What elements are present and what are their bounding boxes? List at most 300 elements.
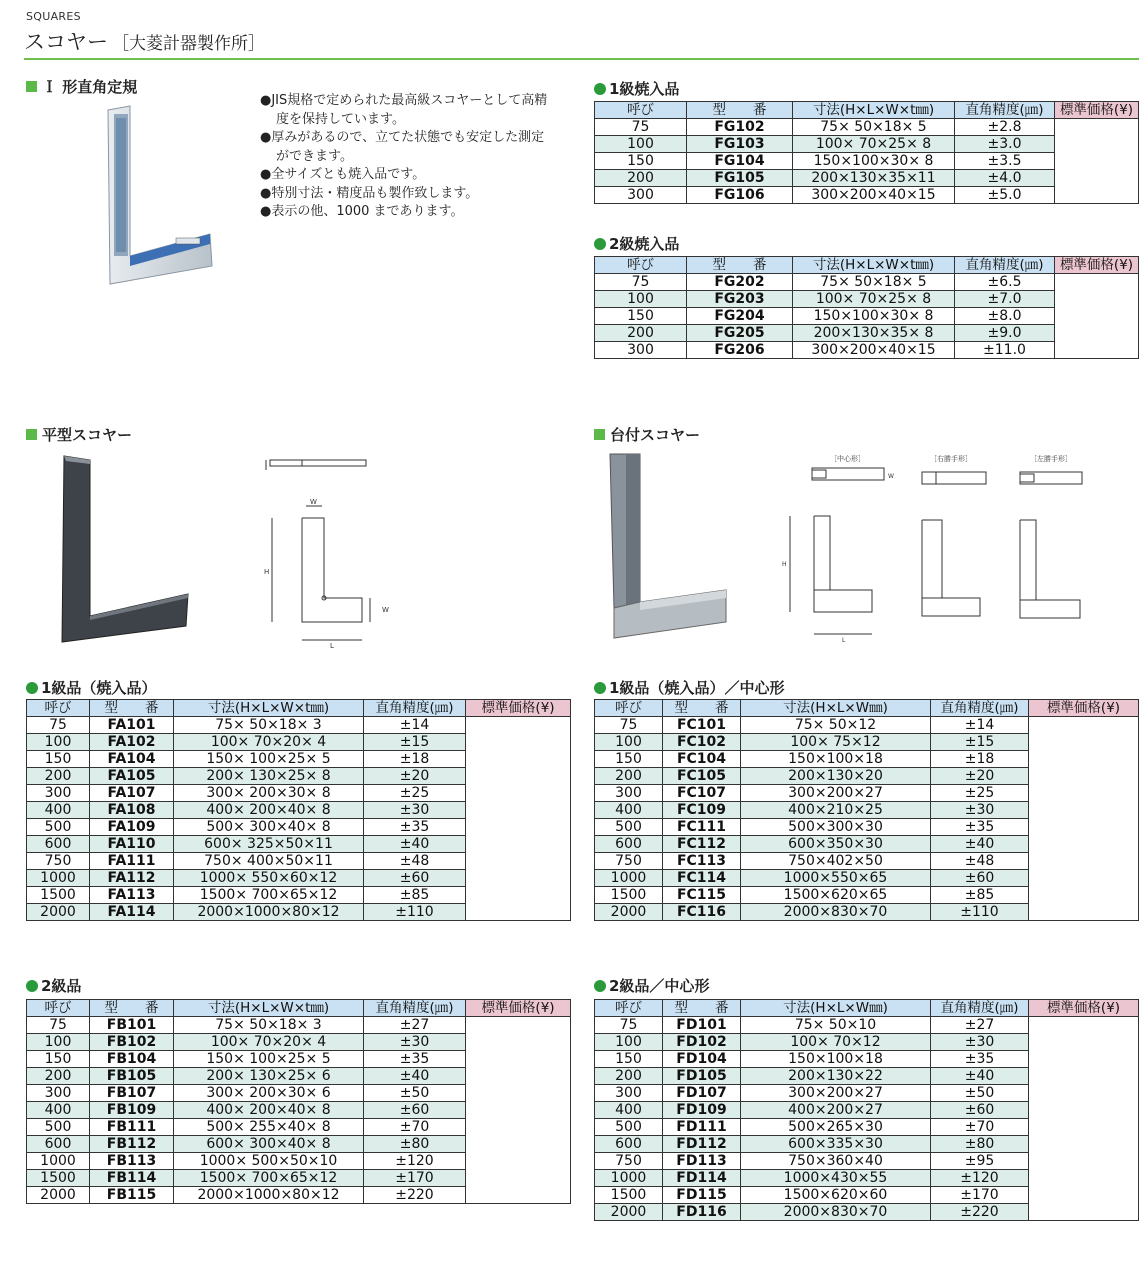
price-cell — [1055, 119, 1139, 136]
nominal-size-cell: 300 — [27, 1085, 90, 1102]
dimension-cell: 100× 70×20× 4 — [174, 734, 364, 751]
table-row — [27, 785, 571, 802]
table-row — [595, 904, 1139, 921]
nominal-size-cell: 600 — [595, 836, 663, 853]
price-cell — [466, 734, 571, 751]
nominal-size-cell: 100 — [595, 1034, 663, 1051]
table-row — [595, 1017, 1139, 1034]
model-number-cell: FG206 — [687, 342, 793, 359]
nominal-size-cell: 200 — [27, 1068, 90, 1085]
dimension-cell: 300× 200×30× 6 — [174, 1085, 364, 1102]
price-cell — [1029, 1187, 1139, 1204]
price-cell — [466, 1119, 571, 1136]
model-number-cell: FD112 — [663, 1136, 741, 1153]
column-header: 型 番 — [90, 1000, 174, 1017]
table-row — [27, 836, 571, 853]
squareness-cell: ±60 — [364, 1102, 466, 1119]
table-row — [595, 308, 1139, 325]
model-number-cell: FD102 — [663, 1034, 741, 1051]
model-number-cell: FA101 — [90, 717, 174, 734]
model-number-cell: FD115 — [663, 1187, 741, 1204]
column-header: 呼び — [595, 700, 663, 717]
column-header: 標準価格(¥) — [1055, 257, 1139, 274]
squareness-cell: ±25 — [364, 785, 466, 802]
column-header: 呼び — [595, 1000, 663, 1017]
model-number-cell: FC112 — [663, 836, 741, 853]
squareness-cell: ±50 — [364, 1085, 466, 1102]
model-number-cell: FC109 — [663, 802, 741, 819]
model-number-cell: FC114 — [663, 870, 741, 887]
price-cell — [1029, 853, 1139, 870]
price-cell — [466, 904, 571, 921]
fd-title-text: 2級品／中心形 — [609, 977, 710, 995]
model-number-cell: FB113 — [90, 1153, 174, 1170]
model-number-cell: FA107 — [90, 785, 174, 802]
model-number-cell: FG105 — [687, 170, 793, 187]
price-cell — [466, 1187, 571, 1204]
table-row — [595, 1170, 1139, 1187]
model-number-cell: FD116 — [663, 1204, 741, 1221]
price-cell — [466, 802, 571, 819]
dimension-cell: 750×402×50 — [741, 853, 931, 870]
table-row — [595, 1119, 1139, 1136]
table-row — [595, 274, 1139, 291]
model-number-cell: FB105 — [90, 1068, 174, 1085]
nominal-size-cell: 1000 — [595, 870, 663, 887]
nominal-size-cell: 500 — [595, 1119, 663, 1136]
price-cell — [1029, 1170, 1139, 1187]
price-cell — [1029, 1119, 1139, 1136]
dimension-cell: 150×100×18 — [741, 1051, 931, 1068]
price-cell — [466, 1153, 571, 1170]
nominal-size-cell: 75 — [595, 274, 687, 291]
column-header: 型 番 — [90, 700, 174, 717]
nominal-size-cell: 1000 — [27, 1153, 90, 1170]
fa-table-title — [26, 677, 156, 698]
table-row — [27, 717, 571, 734]
price-cell — [1029, 1068, 1139, 1085]
table-row — [595, 734, 1139, 751]
nominal-size-cell: 600 — [27, 1136, 90, 1153]
price-cell — [1029, 836, 1139, 853]
price-cell — [1029, 734, 1139, 751]
model-number-cell: FB101 — [90, 1017, 174, 1034]
price-cell — [1055, 291, 1139, 308]
squareness-cell: ±35 — [931, 819, 1029, 836]
flat-square-heading — [26, 424, 132, 445]
feature-item: ●表示の他、1000 まであります。 — [260, 204, 464, 219]
nominal-size-cell: 400 — [27, 802, 90, 819]
squareness-cell: ±30 — [364, 1034, 466, 1051]
model-number-cell: FC101 — [663, 717, 741, 734]
price-cell — [466, 1102, 571, 1119]
column-header: 型 番 — [687, 257, 793, 274]
column-header: 標準価格(¥) — [466, 1000, 571, 1017]
dimension-cell: 1000×430×55 — [741, 1170, 931, 1187]
dimension-cell: 75× 50×10 — [741, 1017, 931, 1034]
column-header: 寸法(H×L×W×t㎜) — [174, 700, 364, 717]
table-row — [27, 870, 571, 887]
table-row — [595, 717, 1139, 734]
dimension-cell: 200× 130×25× 6 — [174, 1068, 364, 1085]
squareness-cell: ±48 — [931, 853, 1029, 870]
model-number-cell: FD111 — [663, 1119, 741, 1136]
price-cell — [1029, 1034, 1139, 1051]
page-eyebrow: SQUARES — [26, 10, 81, 23]
model-number-cell: FD104 — [663, 1051, 741, 1068]
bullet-dot-icon — [26, 682, 38, 694]
table-row — [595, 853, 1139, 870]
left-hand-type-label: ［左勝手形］ — [1030, 455, 1072, 463]
base-square-heading — [594, 424, 700, 445]
squareness-cell: ±14 — [364, 717, 466, 734]
table-row — [595, 802, 1139, 819]
nominal-size-cell: 750 — [595, 1153, 663, 1170]
feature-item: ●JIS規格で定められた最高級スコヤーとして高精度を保持しています。 — [260, 93, 548, 127]
model-number-cell: FB111 — [90, 1119, 174, 1136]
price-cell — [1055, 136, 1139, 153]
dimension-cell: 1000× 550×60×12 — [174, 870, 364, 887]
price-cell — [466, 768, 571, 785]
dimension-cell: 1500× 700×65×12 — [174, 887, 364, 904]
section-square-icon — [594, 429, 605, 440]
model-number-cell: FG203 — [687, 291, 793, 308]
squareness-cell: ±40 — [931, 836, 1029, 853]
squareness-cell: ±27 — [364, 1017, 466, 1034]
table-row — [595, 325, 1139, 342]
squareness-cell: ±6.5 — [955, 274, 1055, 291]
squareness-cell: ±8.0 — [955, 308, 1055, 325]
price-cell — [1029, 1153, 1139, 1170]
i-type-features — [260, 92, 552, 222]
nominal-size-cell: 1500 — [595, 887, 663, 904]
drawing-dim-w: W — [888, 473, 894, 480]
dimension-cell: 400× 200×40× 8 — [174, 1102, 364, 1119]
model-number-cell: FB109 — [90, 1102, 174, 1119]
nominal-size-cell: 500 — [595, 819, 663, 836]
bullet-dot-icon — [594, 682, 606, 694]
dimension-cell: 100× 70×25× 8 — [793, 291, 955, 308]
model-number-cell: FB104 — [90, 1051, 174, 1068]
model-number-cell: FG205 — [687, 325, 793, 342]
table-row — [595, 291, 1139, 308]
nominal-size-cell: 200 — [595, 1068, 663, 1085]
squareness-cell: ±18 — [364, 751, 466, 768]
table-row — [27, 768, 571, 785]
nominal-size-cell: 1500 — [27, 1170, 90, 1187]
nominal-size-cell: 100 — [595, 136, 687, 153]
price-cell — [1029, 802, 1139, 819]
dimension-cell: 2000×1000×80×12 — [174, 904, 364, 921]
flat-square-photo — [60, 452, 190, 646]
table-row — [595, 1068, 1139, 1085]
table-row — [595, 1136, 1139, 1153]
fg2-title-text: 2級焼入品 — [609, 235, 680, 253]
column-header: 呼び — [27, 1000, 90, 1017]
column-header: 寸法(H×L×W×t㎜) — [793, 102, 955, 119]
drawing-dim-l: L — [842, 637, 846, 644]
price-cell — [466, 1068, 571, 1085]
table-row — [595, 153, 1139, 170]
table-row — [27, 1085, 571, 1102]
dimension-cell: 600× 300×40× 8 — [174, 1136, 364, 1153]
model-number-cell: FC104 — [663, 751, 741, 768]
squareness-cell: ±25 — [931, 785, 1029, 802]
squareness-cell: ±11.0 — [955, 342, 1055, 359]
price-cell — [1029, 1102, 1139, 1119]
table-row — [27, 1068, 571, 1085]
squareness-cell: ±2.8 — [955, 119, 1055, 136]
dimension-cell: 1000× 500×50×10 — [174, 1153, 364, 1170]
page-title — [24, 26, 265, 56]
squareness-cell: ±120 — [364, 1153, 466, 1170]
squareness-cell: ±20 — [931, 768, 1029, 785]
drawing-dim-l: L — [330, 642, 334, 650]
fb-title-text: 2級品 — [41, 977, 82, 995]
price-cell — [466, 717, 571, 734]
price-cell — [1029, 1136, 1139, 1153]
model-number-cell: FB107 — [90, 1085, 174, 1102]
price-cell — [1029, 751, 1139, 768]
squareness-cell: ±80 — [364, 1136, 466, 1153]
nominal-size-cell: 400 — [595, 802, 663, 819]
dimension-cell: 500×265×30 — [741, 1119, 931, 1136]
column-header: 標準価格(¥) — [1029, 700, 1139, 717]
squareness-cell: ±15 — [931, 734, 1029, 751]
squareness-cell: ±40 — [364, 836, 466, 853]
price-cell — [1029, 768, 1139, 785]
dimension-cell: 200×130×35× 8 — [793, 325, 955, 342]
model-number-cell: FD105 — [663, 1068, 741, 1085]
nominal-size-cell: 75 — [595, 1017, 663, 1034]
price-cell — [466, 751, 571, 768]
dimension-cell: 150× 100×25× 5 — [174, 751, 364, 768]
dimension-cell: 150×100×30× 8 — [793, 153, 955, 170]
column-header: 直角精度(㎛) — [364, 700, 466, 717]
fg1-spec-table — [594, 101, 1139, 204]
dimension-cell: 300×200×27 — [741, 1085, 931, 1102]
table-row — [595, 836, 1139, 853]
column-header: 型 番 — [687, 102, 793, 119]
dimension-cell: 500× 255×40× 8 — [174, 1119, 364, 1136]
column-header: 直角精度(㎛) — [931, 700, 1029, 717]
title-divider — [24, 58, 1139, 60]
table-row — [595, 887, 1139, 904]
squareness-cell: ±95 — [931, 1153, 1029, 1170]
model-number-cell: FD109 — [663, 1102, 741, 1119]
dimension-cell: 1500×620×60 — [741, 1187, 931, 1204]
model-number-cell: FA111 — [90, 853, 174, 870]
right-hand-type-label: ［右勝手形］ — [930, 455, 972, 463]
table-row — [27, 819, 571, 836]
dimension-cell: 100× 75×12 — [741, 734, 931, 751]
model-number-cell: FC105 — [663, 768, 741, 785]
squareness-cell: ±220 — [364, 1187, 466, 1204]
price-cell — [1055, 325, 1139, 342]
model-number-cell: FD114 — [663, 1170, 741, 1187]
table-row — [595, 1034, 1139, 1051]
table-row — [27, 1136, 571, 1153]
price-cell — [466, 836, 571, 853]
feature-item: ●全サイズとも焼入品です。 — [260, 167, 426, 182]
nominal-size-cell: 600 — [595, 1136, 663, 1153]
model-number-cell: FA108 — [90, 802, 174, 819]
table-row — [595, 768, 1139, 785]
drawing-dim-w: W — [310, 498, 317, 506]
column-header: 寸法(H×L×W×t㎜) — [793, 257, 955, 274]
drawing-dim-h: H — [782, 561, 787, 568]
squareness-cell: ±27 — [931, 1017, 1029, 1034]
table-header-row — [595, 102, 1139, 119]
section-square-icon — [26, 81, 37, 92]
dimension-cell: 100× 70×20× 4 — [174, 1034, 364, 1051]
table-row — [595, 136, 1139, 153]
model-number-cell: FC107 — [663, 785, 741, 802]
nominal-size-cell: 75 — [27, 1017, 90, 1034]
nominal-size-cell: 300 — [595, 1085, 663, 1102]
nominal-size-cell: 750 — [27, 853, 90, 870]
dimension-cell: 2000×830×70 — [741, 1204, 931, 1221]
nominal-size-cell: 200 — [595, 325, 687, 342]
model-number-cell: FA114 — [90, 904, 174, 921]
squareness-cell: ±9.0 — [955, 325, 1055, 342]
bullet-dot-icon — [26, 980, 38, 992]
squareness-cell: ±70 — [364, 1119, 466, 1136]
column-header: 寸法(H×L×W×t㎜) — [174, 1000, 364, 1017]
column-header: 呼び — [27, 700, 90, 717]
squareness-cell: ±60 — [364, 870, 466, 887]
feature-item: ●特別寸法・精度品も製作致します。 — [260, 185, 479, 201]
price-cell — [1055, 342, 1139, 359]
price-cell — [1055, 153, 1139, 170]
table-row — [595, 119, 1139, 136]
model-number-cell: FC115 — [663, 887, 741, 904]
squareness-cell: ±50 — [931, 1085, 1029, 1102]
dimension-cell: 150×100×30× 8 — [793, 308, 955, 325]
model-number-cell: FB114 — [90, 1170, 174, 1187]
table-row — [27, 751, 571, 768]
table-row — [595, 1204, 1139, 1221]
table-row — [27, 1153, 571, 1170]
dimension-cell: 75× 50×18× 5 — [793, 274, 955, 291]
table-header-row — [595, 700, 1139, 717]
price-cell — [466, 1017, 571, 1034]
model-number-cell: FG102 — [687, 119, 793, 136]
dimension-cell: 300× 200×30× 8 — [174, 785, 364, 802]
column-header: 直角精度(㎛) — [364, 1000, 466, 1017]
fg1-title-text: 1級焼入品 — [609, 80, 680, 98]
table-row — [27, 802, 571, 819]
dimension-cell: 400× 200×40× 8 — [174, 802, 364, 819]
nominal-size-cell: 2000 — [27, 904, 90, 921]
dimension-cell: 300×200×27 — [741, 785, 931, 802]
dimension-cell: 2000×830×70 — [741, 904, 931, 921]
column-header: 直角精度(㎛) — [931, 1000, 1029, 1017]
dimension-cell: 200×130×20 — [741, 768, 931, 785]
nominal-size-cell: 75 — [27, 717, 90, 734]
nominal-size-cell: 300 — [595, 187, 687, 204]
fb-table-title — [26, 975, 81, 996]
table-row — [595, 1102, 1139, 1119]
nominal-size-cell: 2000 — [595, 1204, 663, 1221]
nominal-size-cell: 100 — [595, 734, 663, 751]
squareness-cell: ±48 — [364, 853, 466, 870]
nominal-size-cell: 1500 — [27, 887, 90, 904]
fd-table-title — [594, 975, 709, 996]
dimension-cell: 100× 70×25× 8 — [793, 136, 955, 153]
model-number-cell: FA104 — [90, 751, 174, 768]
price-cell — [1029, 887, 1139, 904]
nominal-size-cell: 1000 — [27, 870, 90, 887]
model-number-cell: FA110 — [90, 836, 174, 853]
table-row — [595, 751, 1139, 768]
fc-title-text: 1級品（焼入品）／中心形 — [609, 679, 785, 697]
dimension-cell: 500×300×30 — [741, 819, 931, 836]
nominal-size-cell: 75 — [595, 119, 687, 136]
fa-spec-table — [26, 699, 571, 921]
column-header: 型 番 — [663, 700, 741, 717]
table-row — [595, 187, 1139, 204]
dimension-cell: 750× 400×50×11 — [174, 853, 364, 870]
fc-table-title — [594, 677, 784, 698]
table-row — [595, 819, 1139, 836]
nominal-size-cell: 300 — [27, 785, 90, 802]
model-number-cell: FG104 — [687, 153, 793, 170]
table-header-row — [27, 700, 571, 717]
nominal-size-cell: 1500 — [595, 1187, 663, 1204]
nominal-size-cell: 500 — [27, 1119, 90, 1136]
flat-square-drawing — [258, 452, 389, 652]
table-row — [27, 887, 571, 904]
dimension-cell: 1500×620×65 — [741, 887, 931, 904]
bullet-dot-icon — [594, 980, 606, 992]
column-header: 標準価格(¥) — [466, 700, 571, 717]
table-row — [595, 870, 1139, 887]
model-number-cell: FG202 — [687, 274, 793, 291]
model-number-cell: FB115 — [90, 1187, 174, 1204]
dimension-cell: 500× 300×40× 8 — [174, 819, 364, 836]
table-row — [27, 1187, 571, 1204]
nominal-size-cell: 100 — [27, 1034, 90, 1051]
price-cell — [466, 1034, 571, 1051]
column-header: 直角精度(㎛) — [955, 257, 1055, 274]
nominal-size-cell: 75 — [595, 717, 663, 734]
table-header-row — [595, 1000, 1139, 1017]
nominal-size-cell: 600 — [27, 836, 90, 853]
price-cell — [1029, 1085, 1139, 1102]
squareness-cell: ±18 — [931, 751, 1029, 768]
model-number-cell: FG204 — [687, 308, 793, 325]
price-cell — [1055, 274, 1139, 291]
squareness-cell: ±3.5 — [955, 153, 1055, 170]
table-row — [595, 1051, 1139, 1068]
squareness-cell: ±170 — [931, 1187, 1029, 1204]
table-row — [27, 904, 571, 921]
price-cell — [1029, 904, 1139, 921]
price-cell — [466, 1170, 571, 1187]
dimension-cell: 200×130×35×11 — [793, 170, 955, 187]
dimension-cell: 600×335×30 — [741, 1136, 931, 1153]
fd-spec-table — [594, 999, 1139, 1221]
squareness-cell: ±7.0 — [955, 291, 1055, 308]
page-title-text: スコヤー — [24, 30, 108, 54]
dimension-cell: 1000×550×65 — [741, 870, 931, 887]
model-number-cell: FD113 — [663, 1153, 741, 1170]
table-row — [595, 1085, 1139, 1102]
nominal-size-cell: 400 — [595, 1102, 663, 1119]
dimension-cell: 75× 50×12 — [741, 717, 931, 734]
section-square-icon — [26, 429, 37, 440]
